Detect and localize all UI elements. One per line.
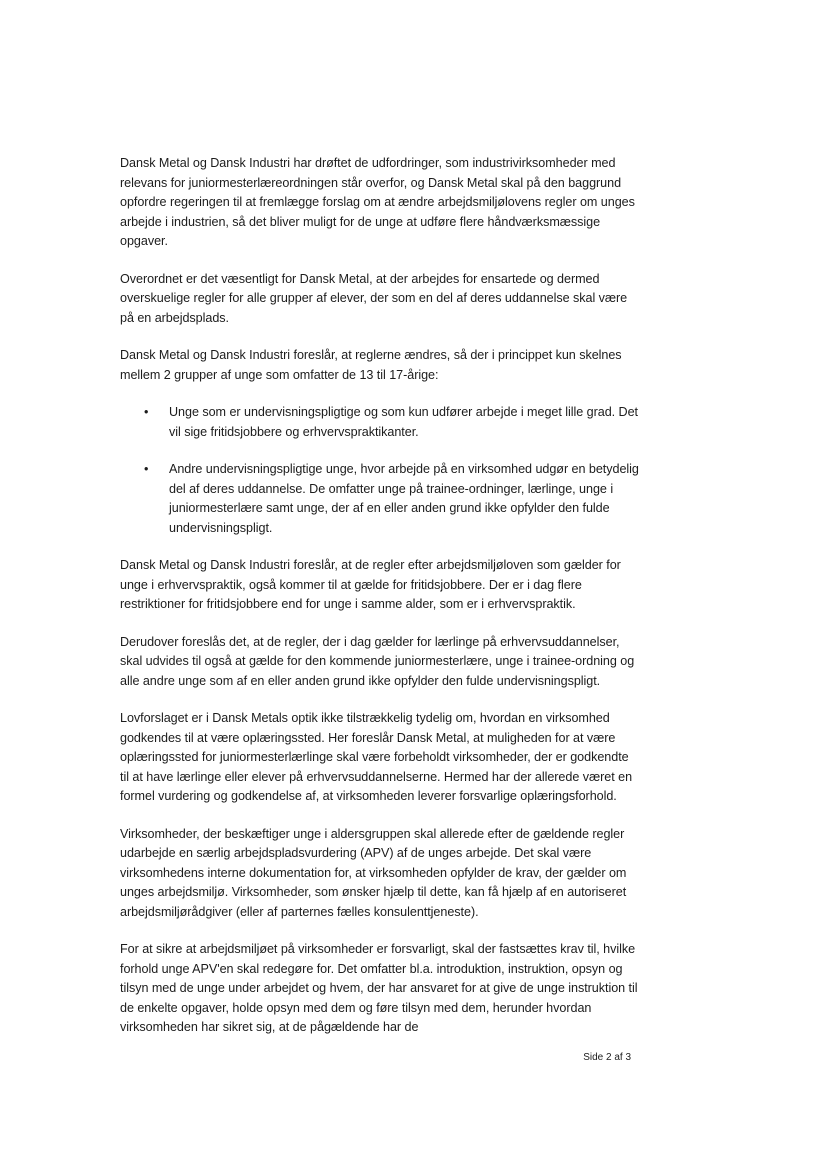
document-body <box>120 154 640 1056</box>
bullet-list <box>120 403 640 538</box>
bullet-text-2: Andre undervisningspligtige unge, hvor arbejde på en virksomhed udgør en betydelig del af deres uddannelse. De omfatter unge på trainee-ordninger, lærlinge, unge i juniormesterlære samt unge, der af en eller anden grund ikke opfylder den fulde undervisningspligt. <box>169 462 639 535</box>
paragraph-2: Overordnet er det væsentligt for Dansk Metal, at der arbejdes for ensartede og dermed overskuelige regler for alle grupper af elever, der som en del af deres uddannelse skal være på en arbejdsplads. <box>120 271 628 325</box>
bullet-text-1: Unge som er undervisningspligtige og som kun udfører arbejde i meget lille grad. Det vil sige fritidsjobbere og erhvervspraktikanter. <box>169 405 639 439</box>
bullet-item-2 <box>120 460 640 538</box>
paragraph-3: Dansk Metal og Dansk Industri foreslår, at reglerne ændres, så der i princippet kun skelnes mellem 2 grupper af unge som omfatter de 13 til 17-årige: <box>120 348 622 382</box>
paragraph-4: Dansk Metal og Dansk Industri foreslår, at de regler efter arbejdsmiljøloven som gælder for unge i erhvervspraktik, også kommer til at gælde for fritidsjobbere. Der er i dag flere restriktioner for fritidsjobbere end for unge i samme alder, som er i erhvervspraktik. <box>120 558 621 611</box>
bullet-icon: • <box>144 462 149 476</box>
page-number: Side 2 af 3 <box>583 1052 631 1063</box>
paragraph-5: Derudover foreslås det, at de regler, der i dag gælder for lærlinge på erhvervsuddannelser, skal udvides til også at gælde for den kommende juniormesterlære, unge i trainee-ordning og alle andre unge som af en eller anden grund ikke opfylder den fulde undervisningspligt. <box>120 634 635 688</box>
bullet-icon: • <box>144 405 149 419</box>
bullet-item-1 <box>120 403 640 442</box>
paragraph-8: For at sikre at arbejdsmiljøet på virksomheder er forsvarligt, skal der fastsættes krav til, hvilke forhold unge APV'en skal redegøre for. Det omfatter bl.a. introduktion, instruktion, opsyn og tilsyn med de unge under arbejdet og hvem, der har ansvaret for at give de unge instruktion til de enkelte opgaver, holde opsyn med dem og føre tilsyn med dem, herunder hvordan virksomheden har sikret sig, at de pågældende har de <box>120 942 638 1034</box>
paragraph-7: Virksomheder, der beskæftiger unge i aldersgruppen skal allerede efter de gældende regler udarbejde en særlig arbejdspladsvurdering (APV) af de unges arbejde. Det skal være virksomhedens interne dokumentation for, at virksomheden opfylder de krav, der gælder om unges arbejdsmiljø. Virksomheder, som ønsker hjælp til dette, kan få hjælp af en autoriseret arbejdsmiljørådgiver (eller af parternes fælles konsulenttjeneste). <box>120 826 627 919</box>
paragraph-1: Dansk Metal og Dansk Industri har drøftet de udfordringer, som industrivirksomheder med relevans for juniormesterlæreordningen står overfor, og Dansk Metal skal på den baggrund opfordre regeringen til at fremlægge forslag om at ændre arbejdsmiljølovens regler om unges arbejde i industrien, så det bliver muligt for de unge at udføre flere håndværksmæssige opgaver. <box>120 156 635 248</box>
paragraph-6: Lovforslaget er i Dansk Metals optik ikke tilstrækkelig tydelig om, hvordan en virksomhed godkendes til at være oplæringssted. Her foreslår Dansk Metal, at muligheden for at være oplæringssted for juniormesterlærlinge skal være forbeholdt virksomheder, der er godkendte til at have lærlinge eller elever på erhvervsuddannelserne. Hermed har der allerede været en formel vurdering og godkendelse af, at virksomheden leverer forsvarlige oplæringsforhold. <box>120 711 633 803</box>
